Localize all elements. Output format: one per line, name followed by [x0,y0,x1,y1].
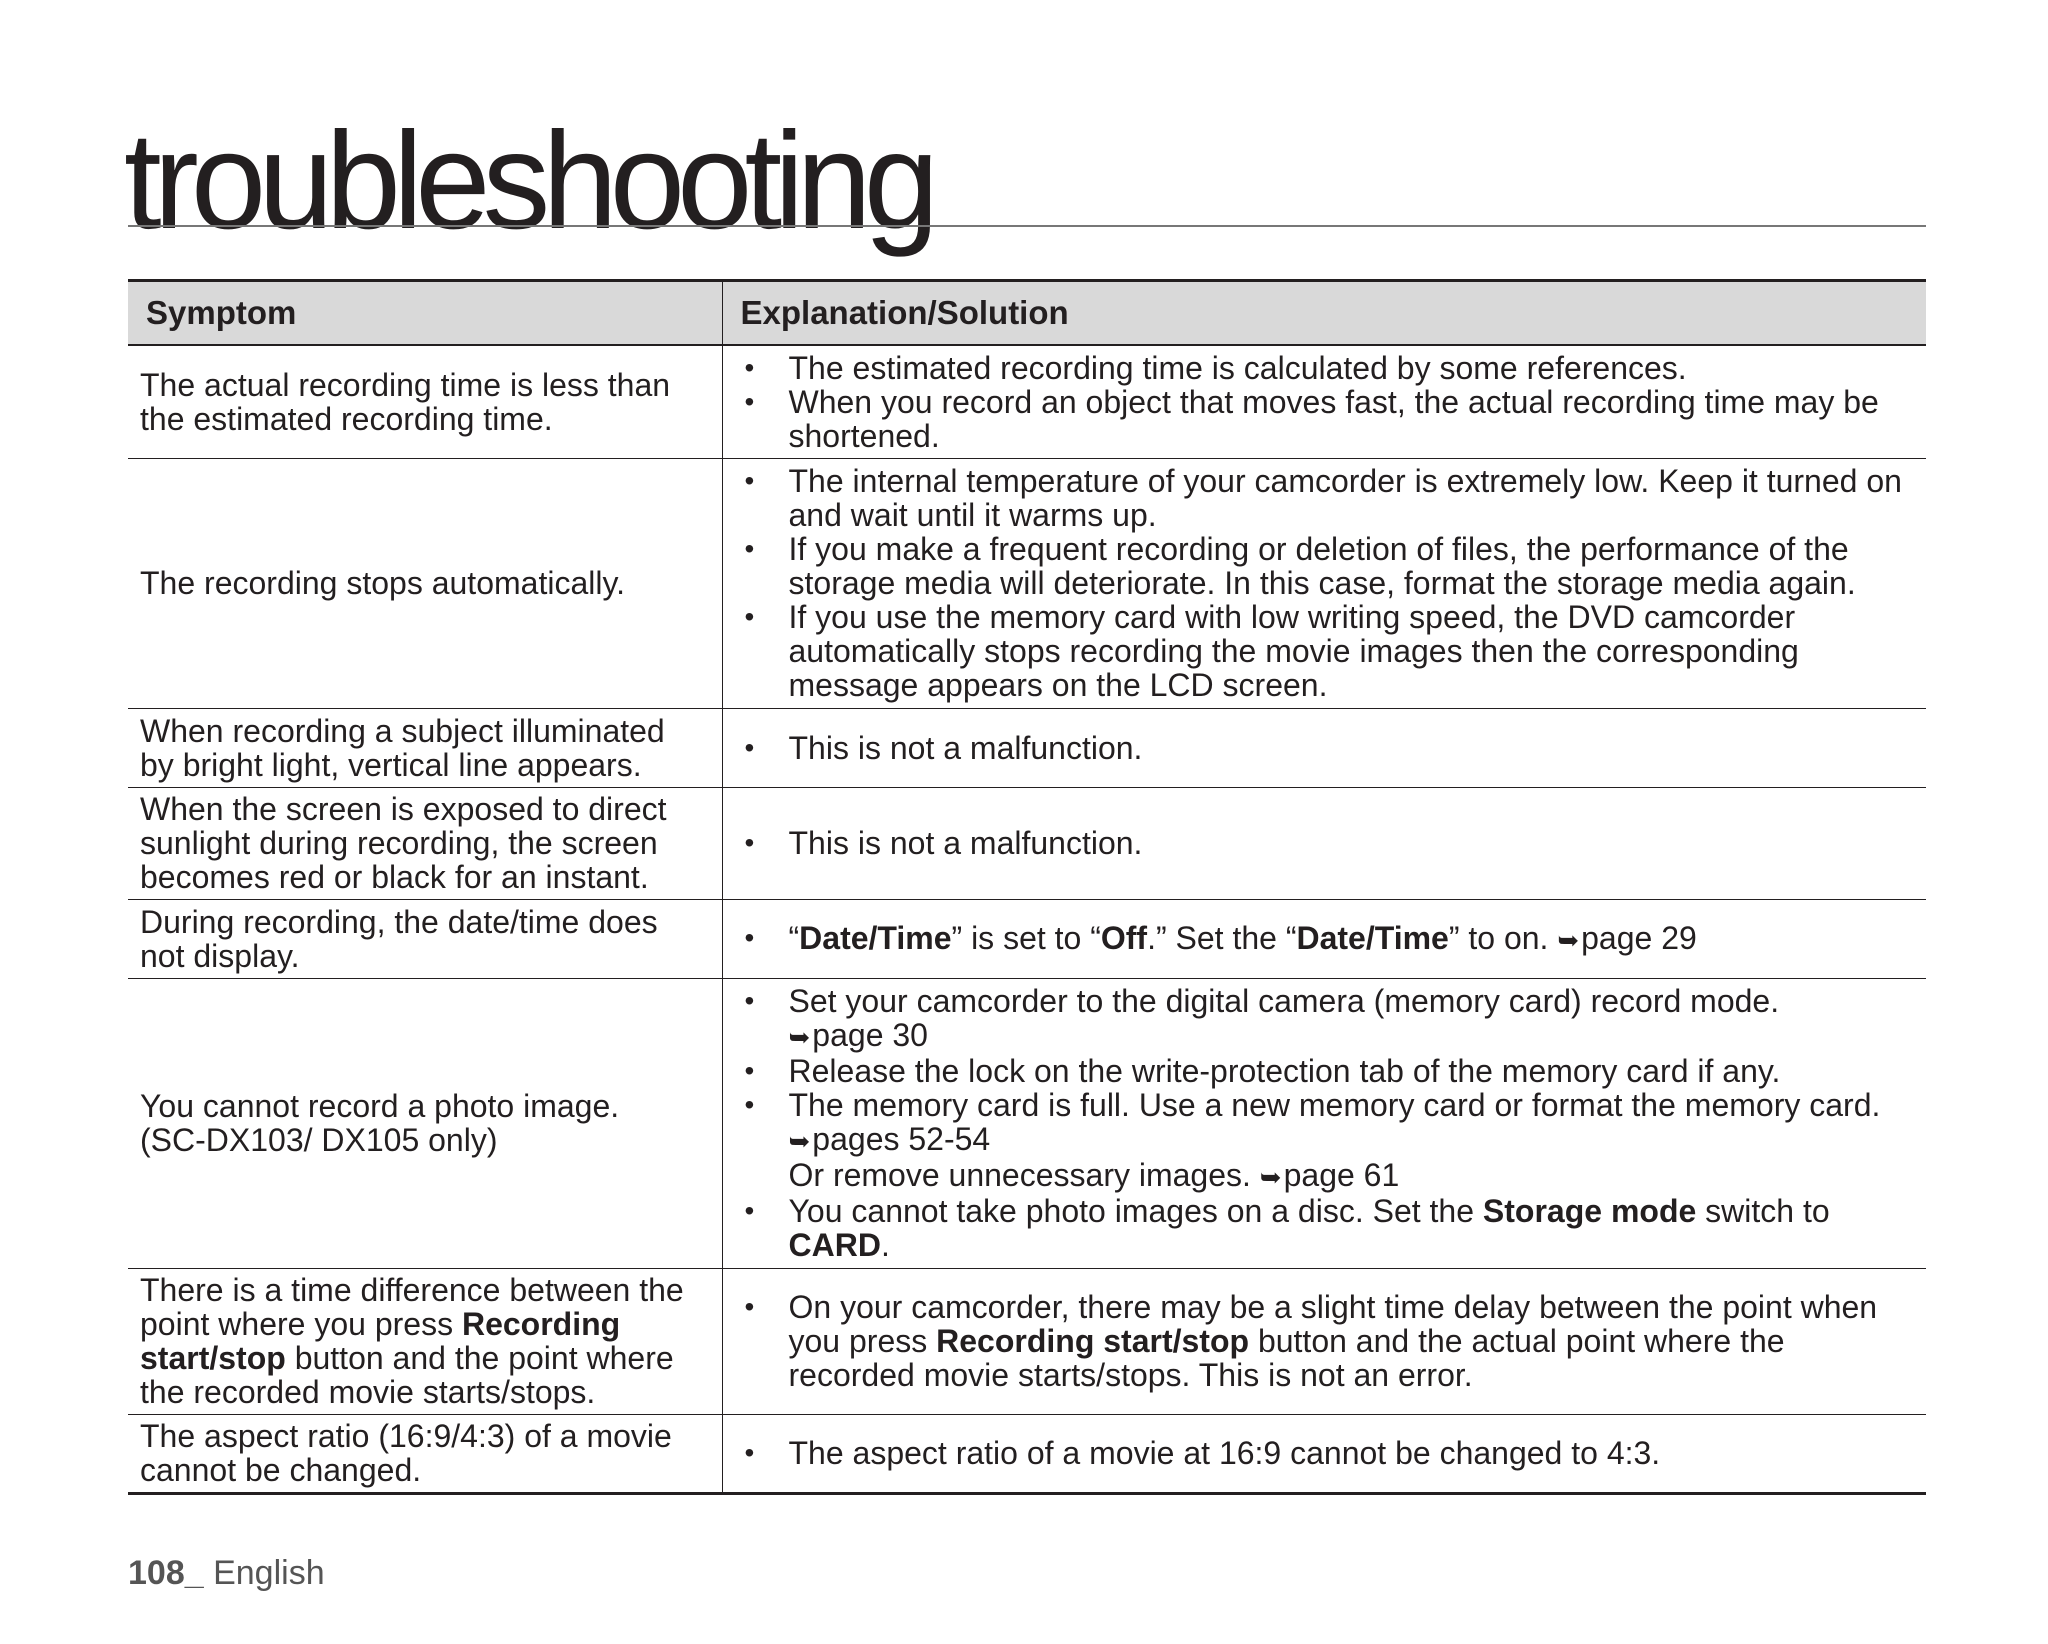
page-reference: page 30 [812,1017,928,1053]
solution-item: • If you make a frequent recording or deletion of files, the performance of the storage media will deteriorate. In this case, format the storage media again. [744,531,1856,601]
solution-cell [722,458,1926,708]
solution-cell [722,345,1926,458]
solution-item: • On your camcorder, there may be a slight time delay between the point when you press Recording start/stop button and the actual point where the recorded movie starts/stops. This is not an error. [744,1289,1878,1393]
page-number: 108_ [128,1554,204,1592]
page-ref-arrow-icon: ➥ [788,1022,811,1052]
page-ref-arrow-icon: ➥ [1259,1162,1282,1192]
solution-cell [722,708,1926,787]
table-row [128,1414,1926,1493]
solution-item: • The internal temperature of your camcorder is extremely low. Keep it turned on and wait until it warms up. [744,463,1902,533]
page-ref-arrow-icon: ➥ [788,1126,811,1156]
header-symptom: Symptom [128,281,722,346]
header-explanation: Explanation/Solution [722,281,1926,346]
symptom-cell: There is a time difference between the point where you press Recording start/stop button and the point where the recorded movie starts/stops. [128,1268,722,1414]
solution-item: • This is not a malfunction. [744,825,1143,861]
bullet-icon: • [744,465,755,496]
solution-item: • When you record an object that moves fast, the actual recording time may be shortened. [744,383,1879,454]
page-footer [128,1554,325,1593]
symptom-cell: When recording a subject illuminated by bright light, vertical line appears. [128,708,722,787]
table-row [128,1268,1926,1414]
bullet-icon: • [744,1195,755,1226]
table-row [128,978,1926,1268]
symptom-cell: During recording, the date/time does not display. [128,899,722,978]
page-title: troubleshooting [124,104,932,258]
symptom-cell: When the screen is exposed to direct sunlight during recording, the screen becomes red or black for an instant. [128,787,722,899]
page-reference: page 61 [1283,1157,1400,1193]
solution-item: • The memory card is full. Use a new memory card or format the memory card. ➥pages 52-54 Or remove unnecessary images. ➥page 61 [744,1087,1881,1193]
table-row [128,345,1926,458]
bullet-icon: • [744,1089,755,1120]
troubleshooting-table [128,279,1926,1495]
solution-item: • This is not a malfunction. [744,729,1143,766]
solution-item: • Release the lock on the write-protection tab of the memory card if any. [744,1053,1781,1089]
bullet-icon: • [744,1437,755,1468]
solution-cell [722,787,1926,899]
table-row [128,708,1926,787]
bullet-icon: • [744,533,755,564]
solution-cell [722,1414,1926,1493]
solution-item: • The aspect ratio of a movie at 16:9 cannot be changed to 4:3. [744,1435,1661,1471]
bullet-icon: • [744,601,755,632]
page-reference: pages 52-54 [812,1121,991,1157]
solution-item: • The estimated recording time is calculated by some references. [744,349,1687,386]
symptom-cell: You cannot record a photo image. (SC-DX103/ DX105 only) [128,978,722,1268]
solution-item: • Set your camcorder to the digital camera (memory card) record mode. ➥page 30 [744,983,1780,1053]
bullet-icon: • [744,351,755,383]
page-ref-arrow-icon: ➥ [1557,924,1580,955]
page-reference: page 29 [1581,919,1697,956]
solution-cell [722,978,1926,1268]
solution-item: • If you use the memory card with low writing speed, the DVD camcorder automatically stops recording the movie images then the corresponding message appears on the LCD screen. [744,599,1799,703]
solution-item: • “Date/Time” is set to “Off.” Set the “Date/Time” to on. ➥page 29 [744,919,1697,956]
bullet-icon: • [744,921,755,953]
solution-item: • You cannot take photo images on a disc. Set the Storage mode switch to CARD. [744,1193,1830,1263]
table-row [128,458,1926,708]
bullet-icon: • [744,1291,755,1322]
bullet-icon: • [744,385,755,417]
bullet-icon: • [744,985,755,1016]
bullet-icon: • [744,1055,755,1086]
symptom-cell: The recording stops automatically. [128,458,722,708]
table-row [128,787,1926,899]
footer-language: English [213,1554,325,1592]
solution-cell [722,899,1926,978]
table-header-row [128,281,1926,346]
symptom-cell: The aspect ratio (16:9/4:3) of a movie cannot be changed. [128,1414,722,1493]
table-row [128,899,1926,978]
solution-cell [722,1268,1926,1414]
bullet-icon: • [744,827,755,858]
bullet-icon: • [744,731,755,763]
title-divider [128,225,1926,227]
symptom-cell: The actual recording time is less than the estimated recording time. [128,345,722,458]
